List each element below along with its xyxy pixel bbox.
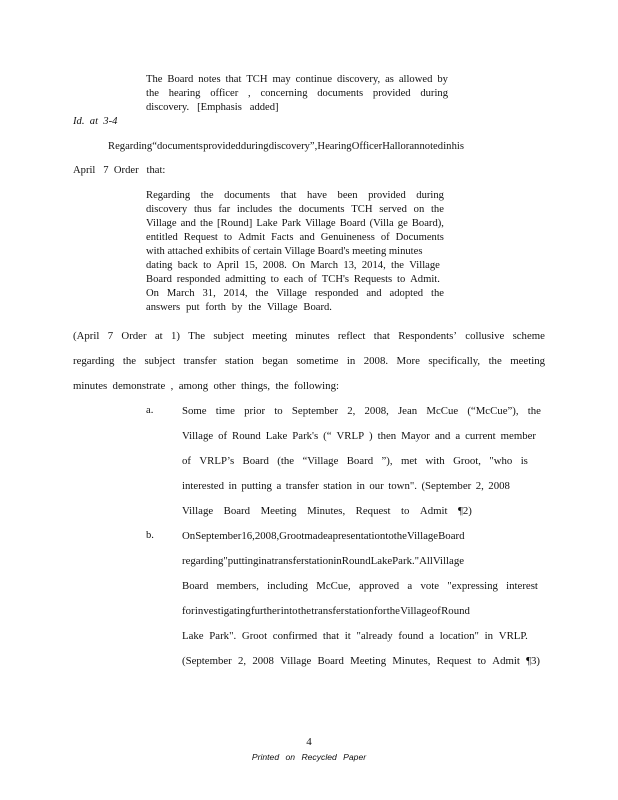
block-quote-line: Regarding the documents that have been provided during [146, 190, 444, 201]
block-quote-line: dating back to April 15, 2008. On March 13, 2014, the Village [146, 260, 440, 271]
block-quote-line: answers put forth by the Village Board. [146, 302, 332, 313]
list-item-line: Some time prior to September 2, 2008, Jean McCue (“McCue”), the [182, 405, 541, 417]
list-marker: b. [146, 530, 154, 541]
page-number: 4 [306, 736, 312, 748]
list-marker: a. [146, 405, 154, 416]
block-quote-line: entitled Request to Admit Facts and Genuineness of Documents [146, 232, 444, 243]
block-quote-line: with attached exhibits of certain Village Board's meeting minutes [146, 246, 423, 257]
block-quote-line: Village and the [Round] Lake Park Village Board (Villa ge Board), [146, 218, 444, 229]
list-item-line: (September 2, 2008 Village Board Meeting Minutes, Request to Admit ¶3) [182, 655, 540, 667]
list-item-line: On September 16, 2008, Groot made a presentation to the Village Board [182, 530, 465, 542]
list-item-line: regarding "putting in a tr ansfer station in Round Lake Park." All Village [182, 555, 465, 567]
block-quote-line: discovery thus far includes the documents TCH served on the [146, 204, 444, 215]
block-quote-line: the hearing officer , concerning documents provided during [146, 88, 448, 99]
paragraph-line: (April 7 Order at 1) The subject meeting minutes reflect that Respondents’ collusive scheme [73, 330, 545, 342]
paragraph-line: Regarding “documents provided during discovery”, Hearing Officer Halloran noted in his [108, 141, 464, 152]
list-item-line: interested in putting a transfer station in our town". (September 2, 2008 [182, 480, 510, 492]
block-quote-line: The Board notes that TCH may continue discovery, as allowed by [146, 74, 448, 85]
paragraph-line: April 7 Order that: [73, 165, 166, 176]
list-item-line: Board members, including McCue, approved a vote "expressing interest [182, 580, 538, 592]
list-item-line: Village Board Meeting Minutes, Request to Admit ¶2) [182, 505, 472, 517]
paragraph-line: regarding the subject transfer station began sometime in 2008. More specifically, the meeting [73, 355, 545, 367]
citation: Id. at 3-4 [73, 116, 118, 127]
list-item-line: Village of Round Lake Park's (“ VRLP ) then Mayor and a current member [182, 430, 536, 442]
list-item-line: of VRLP’s Board (the “Village Board ”), met with Groot, "who is [182, 455, 528, 467]
block-quote-line: discovery. [Emphasis added] [146, 102, 279, 113]
block-quote-line: On March 31, 2014, the Village responded and adopted the [146, 288, 444, 299]
block-quote-line: Board responded admitting to each of TCH's Requests to Admit. [146, 274, 440, 285]
list-item-line: for investigating further into the transfer station for the Village of Round [182, 605, 470, 617]
list-item-line: Lake Park". Groot confirmed that it "already found a location" in VRLP. [182, 630, 528, 642]
footer-note: Printed on Recycled Paper [251, 752, 367, 762]
paragraph-line: minutes demonstrate , among other things, the following: [73, 380, 339, 392]
